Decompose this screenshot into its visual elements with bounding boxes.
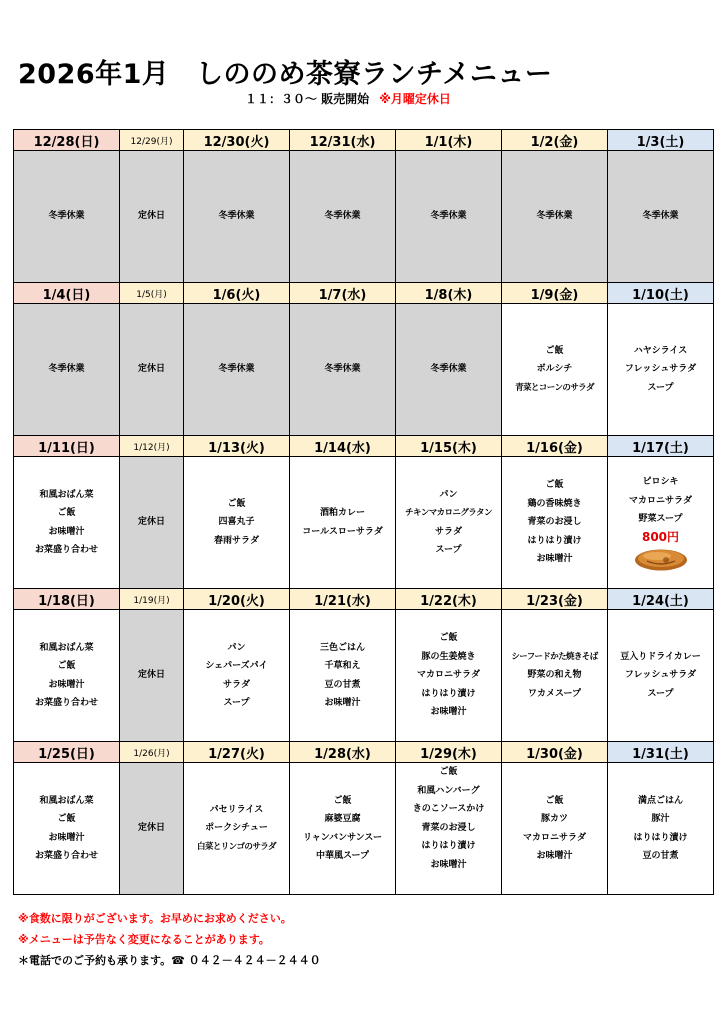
menu-item: お菜盛り合わせ — [34, 851, 98, 861]
date-header: 1/28(水) — [290, 742, 396, 763]
menu-item: 冬季休業 — [48, 364, 85, 375]
menu-items — [608, 648, 713, 704]
menu-item: 定休日 — [137, 517, 165, 528]
menu-item: 酒粕カレー — [319, 508, 365, 518]
menu-row — [14, 151, 714, 283]
menu-items — [608, 342, 713, 398]
menu-item: 麻婆豆腐 — [324, 814, 361, 824]
menu-item: お味噌汁 — [48, 832, 85, 843]
menu-item: 豆の甘煮 — [324, 679, 361, 690]
date-header: 1/13(火) — [184, 436, 290, 457]
menu-item: スープ — [647, 688, 674, 699]
date-header: 1/7(水) — [290, 283, 396, 304]
date-header: 1/6(火) — [184, 283, 290, 304]
pirozhki-icon — [633, 546, 689, 572]
closed-day-cell — [184, 151, 290, 283]
note-phone-reservation: ＊電話でのご予約も承ります。☎ ０４２－４２４－２４４０ — [18, 954, 321, 967]
date-header: 1/16(金) — [502, 436, 608, 457]
menu-item: ボルシチ — [536, 364, 573, 375]
menu-items — [502, 476, 607, 569]
menu-items — [290, 360, 395, 379]
closed-day-cell — [14, 151, 120, 283]
menu-cell — [290, 610, 396, 742]
menu-item: 和風ハンバーグ — [417, 785, 480, 796]
menu-item: スープ — [647, 382, 674, 393]
menu-item: 冬季休業 — [218, 364, 255, 375]
menu-item: シーフードかた焼きそば — [511, 651, 598, 662]
menu-cell — [608, 457, 714, 589]
price-label: 800円 — [641, 529, 680, 544]
date-header: 12/29(月) — [120, 130, 184, 151]
menu-items — [184, 495, 289, 551]
menu-item: 冬季休業 — [430, 211, 467, 222]
menu-cell — [608, 610, 714, 742]
menu-item: 冬季休業 — [324, 211, 361, 222]
menu-items — [608, 792, 713, 866]
menu-item: 豚カツ — [540, 814, 568, 824]
date-header: 1/2(金) — [502, 130, 608, 151]
date-header: 1/17(土) — [608, 436, 714, 457]
menu-item: 青菜とコーンのサラダ — [515, 382, 594, 393]
date-header: 1/25(日) — [14, 742, 120, 763]
menu-item: お味噌汁 — [48, 526, 85, 537]
closed-day-cell — [120, 763, 184, 895]
date-header-row — [14, 742, 714, 763]
menu-item: ご飯 — [439, 767, 458, 777]
menu-item: リャンバンサンスー — [303, 832, 382, 843]
menu-cell — [608, 763, 714, 895]
menu-item: 豆入りドライカレー — [620, 651, 701, 662]
closed-day-cell — [184, 304, 290, 436]
notes — [18, 908, 321, 971]
menu-cell — [14, 457, 120, 589]
menu-item: 中華風スープ — [315, 851, 370, 861]
menu-items — [14, 792, 119, 866]
menu-item: マカロニサラダ — [417, 670, 480, 681]
subtitle — [245, 90, 451, 107]
menu-items — [184, 207, 289, 226]
menu-item: 白菜とリンゴのサラダ — [197, 841, 276, 852]
menu-item: 冬季休業 — [642, 211, 679, 222]
date-header: 1/29(木) — [396, 742, 502, 763]
menu-calendar — [13, 129, 714, 895]
menu-item: パン — [439, 489, 458, 500]
menu-items — [502, 342, 607, 398]
menu-item: マカロニサラダ — [629, 495, 692, 506]
menu-item: ピロシキ — [642, 477, 679, 488]
menu-item: 定休日 — [137, 823, 165, 834]
menu-row — [14, 457, 714, 589]
menu-cell — [502, 610, 608, 742]
menu-cell — [502, 763, 608, 895]
menu-item: 四喜丸子 — [218, 517, 255, 528]
menu-items — [120, 819, 183, 838]
menu-items — [14, 486, 119, 560]
menu-item: お味噌汁 — [324, 698, 361, 708]
menu-items — [396, 629, 501, 722]
menu-item: サラダ — [223, 679, 250, 690]
date-header: 1/19(月) — [120, 589, 184, 610]
date-header: 1/5(月) — [120, 283, 184, 304]
closed-day-cell — [120, 151, 184, 283]
date-header-row — [14, 130, 714, 151]
menu-cell — [502, 304, 608, 436]
menu-row — [14, 763, 714, 895]
menu-item: ご飯 — [57, 508, 76, 518]
menu-item: スープ — [435, 545, 462, 555]
menu-items — [290, 504, 395, 541]
menu-item: 冬季休業 — [48, 211, 85, 222]
menu-item: 青菜のお浸し — [527, 517, 582, 528]
date-header: 1/31(土) — [608, 742, 714, 763]
date-header: 1/3(土) — [608, 130, 714, 151]
note-menu-change: ※メニューは予告なく変更になることがあります。 — [18, 933, 270, 946]
menu-item: ご飯 — [57, 661, 76, 671]
menu-items — [120, 666, 183, 685]
date-header: 1/11(日) — [14, 436, 120, 457]
menu-item: きのこソースかけ — [412, 804, 485, 814]
menu-item: 定休日 — [137, 670, 165, 681]
menu-items — [120, 360, 183, 379]
date-header: 1/27(火) — [184, 742, 290, 763]
date-header: 1/14(水) — [290, 436, 396, 457]
date-header: 1/22(木) — [396, 589, 502, 610]
menu-items — [502, 792, 607, 866]
menu-cell — [290, 763, 396, 895]
menu-item: はりはり漬け — [527, 535, 582, 546]
sales-start-time: １１：３０～ 販売開始 — [245, 92, 370, 106]
menu-items — [502, 648, 607, 704]
menu-item: 満点ごはん — [637, 795, 683, 806]
menu-item: 豚の生姜焼き — [421, 651, 476, 662]
menu-item: サラダ — [435, 526, 462, 537]
menu-item: はりはり漬け — [421, 841, 476, 851]
menu-item: ハヤシライス — [633, 345, 688, 356]
menu-item: 定休日 — [137, 364, 165, 375]
menu-item: お菜盛り合わせ — [34, 698, 98, 708]
menu-items — [14, 639, 119, 713]
closed-day-cell — [120, 457, 184, 589]
menu-items — [608, 207, 713, 226]
menu-item: ポークシチュー — [205, 823, 268, 834]
menu-item: コールスローサラダ — [302, 526, 383, 537]
menu-items — [120, 207, 183, 226]
menu-item: パセリライス — [209, 804, 264, 815]
date-header-row — [14, 589, 714, 610]
menu-item: ワカメスープ — [527, 688, 582, 699]
page-title — [18, 52, 708, 91]
date-header: 1/15(木) — [396, 436, 502, 457]
date-header: 1/20(火) — [184, 589, 290, 610]
menu-item: 鶏の香味焼き — [527, 498, 582, 509]
menu-item: ご飯 — [545, 345, 564, 356]
menu-items — [396, 486, 501, 560]
date-header: 12/31(水) — [290, 130, 396, 151]
closed-day-cell — [290, 151, 396, 283]
menu-item: お味噌汁 — [430, 707, 467, 718]
menu-items — [184, 639, 289, 713]
menu-item: 豆の甘煮 — [642, 851, 679, 861]
date-header: 1/21(水) — [290, 589, 396, 610]
menu-cell — [14, 610, 120, 742]
menu-row — [14, 304, 714, 436]
menu-item: フレッシュサラダ — [624, 364, 697, 375]
menu-cell — [184, 763, 290, 895]
menu-item: お味噌汁 — [430, 859, 467, 870]
closed-day-cell — [120, 304, 184, 436]
menu-item: 野菜スープ — [638, 514, 683, 525]
menu-item: ご飯 — [57, 814, 76, 824]
menu-item: 冬季休業 — [324, 364, 361, 375]
menu-item: 冬季休業 — [536, 211, 573, 222]
menu-item: シェパーズパイ — [205, 661, 268, 671]
menu-cell — [14, 763, 120, 895]
date-header: 1/30(金) — [502, 742, 608, 763]
date-header: 12/30(火) — [184, 130, 290, 151]
date-header: 1/4(日) — [14, 283, 120, 304]
year-month: 2026年1月 — [18, 59, 170, 90]
menu-item: 野菜の和え物 — [527, 670, 582, 681]
date-header: 1/23(金) — [502, 589, 608, 610]
menu-items — [290, 792, 395, 866]
date-header-row — [14, 283, 714, 304]
menu-item: ご飯 — [545, 795, 564, 806]
date-header: 1/18(日) — [14, 589, 120, 610]
menu-cell — [184, 457, 290, 589]
closed-day-cell — [14, 304, 120, 436]
menu-items — [608, 473, 713, 572]
menu-items — [396, 763, 501, 874]
date-header: 1/26(月) — [120, 742, 184, 763]
menu-item: お味噌汁 — [536, 851, 573, 861]
menu-item: 和風おばん菜 — [39, 795, 94, 806]
menu-items — [14, 207, 119, 226]
menu-item: 三色ごはん — [319, 642, 365, 653]
menu-cell — [290, 457, 396, 589]
menu-items — [14, 360, 119, 379]
menu-cell — [396, 763, 502, 895]
menu-item: スープ — [223, 698, 250, 708]
menu-item: お味噌汁 — [48, 679, 85, 690]
closed-day-cell — [290, 304, 396, 436]
menu-items — [184, 801, 289, 857]
menu-items — [290, 207, 395, 226]
date-header-row — [14, 436, 714, 457]
menu-items — [184, 360, 289, 379]
menu-item: はりはり漬け — [421, 688, 476, 699]
menu-cell — [396, 457, 502, 589]
menu-item: 豚汁 — [651, 814, 670, 824]
closed-day-cell — [608, 151, 714, 283]
menu-item: はりはり漬け — [633, 832, 688, 843]
menu-cell — [184, 610, 290, 742]
closed-day-cell — [502, 151, 608, 283]
date-header: 1/24(土) — [608, 589, 714, 610]
menu-items — [396, 360, 501, 379]
menu-item: 和風おばん菜 — [39, 489, 94, 500]
date-header: 1/9(金) — [502, 283, 608, 304]
menu-items — [290, 639, 395, 713]
menu-title: しののめ茶寮ランチメニュー — [196, 59, 553, 90]
menu-cell — [396, 610, 502, 742]
date-header: 1/1(木) — [396, 130, 502, 151]
closed-day-note: ※月曜定休日 — [379, 92, 451, 106]
menu-cell — [502, 457, 608, 589]
date-header: 12/28(日) — [14, 130, 120, 151]
menu-row — [14, 610, 714, 742]
menu-item: お菜盛り合わせ — [34, 545, 98, 555]
menu-item: 春雨サラダ — [214, 535, 259, 546]
menu-item: 青菜のお浸し — [421, 822, 476, 833]
menu-item: 冬季休業 — [430, 364, 467, 375]
menu-item: お味噌汁 — [536, 554, 573, 565]
date-header: 1/12(月) — [120, 436, 184, 457]
menu-item: ご飯 — [333, 795, 352, 806]
menu-item: パン — [227, 642, 246, 653]
menu-items — [396, 207, 501, 226]
date-header: 1/10(土) — [608, 283, 714, 304]
menu-item: フレッシュサラダ — [624, 670, 697, 681]
menu-item: 冬季休業 — [218, 211, 255, 222]
closed-day-cell — [396, 151, 502, 283]
menu-item: ご飯 — [227, 498, 246, 509]
menu-items — [120, 513, 183, 532]
menu-item: 和風おばん菜 — [39, 642, 94, 653]
menu-item: 定休日 — [137, 211, 165, 222]
note-limited-quantity: ※食数に限りがございます。お早めにお求めください。 — [18, 912, 292, 925]
menu-item: 千草和え — [324, 661, 361, 671]
closed-day-cell — [120, 610, 184, 742]
date-header: 1/8(木) — [396, 283, 502, 304]
closed-day-cell — [396, 304, 502, 436]
menu-item: ご飯 — [439, 633, 458, 644]
menu-item: ご飯 — [545, 480, 564, 491]
menu-item: マカロニサラダ — [523, 832, 586, 843]
menu-items — [502, 207, 607, 226]
menu-cell — [608, 304, 714, 436]
menu-item: チキンマカロニグラタン — [405, 508, 492, 518]
